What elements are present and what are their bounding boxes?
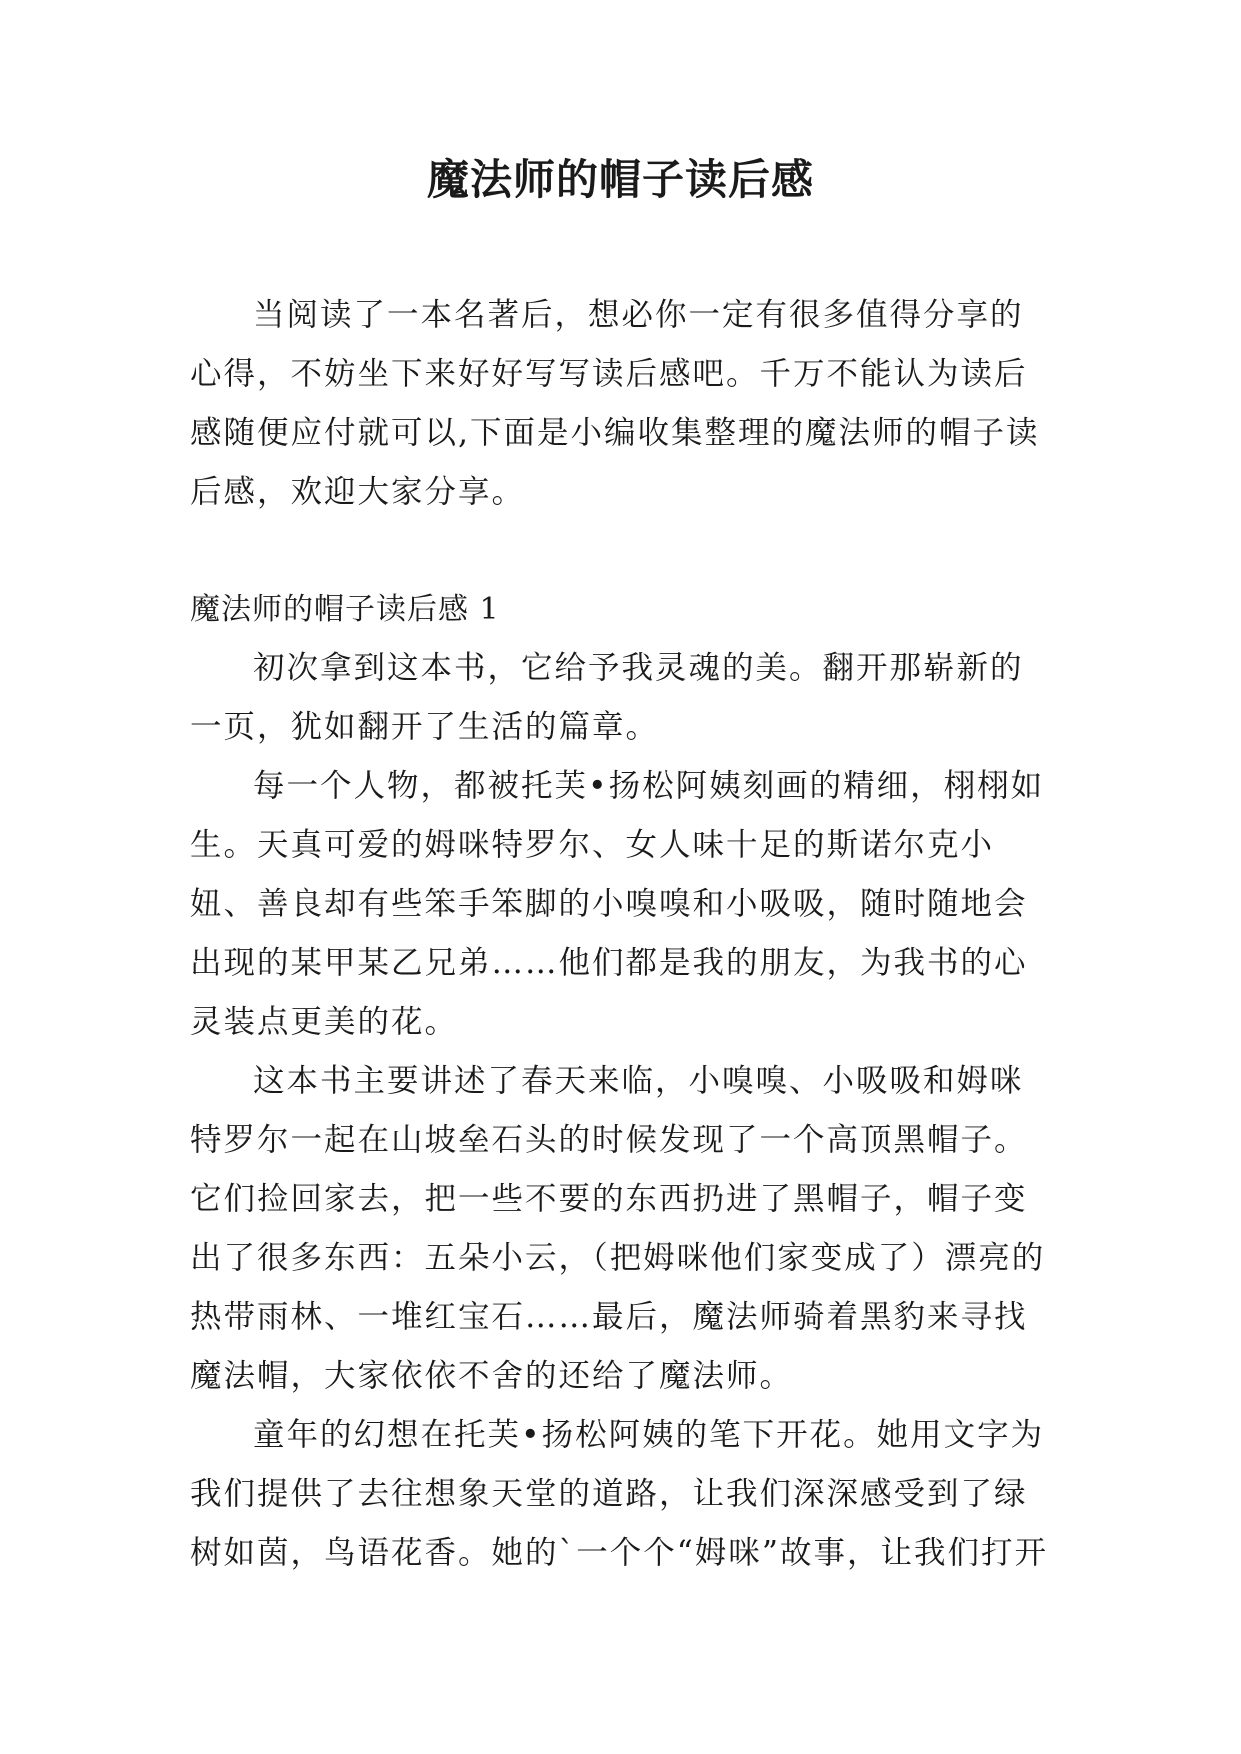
essay-section-1 [190, 580, 1052, 1583]
document-title: 魔法师的帽子读后感 [426, 155, 814, 204]
body-paragraph: 初次拿到这本书，它给予我灵魂的美。翻开那崭新的一页，犹如翻开了生活的篇章。 [190, 650, 1024, 745]
intro-section [190, 286, 1052, 522]
body-paragraph: 童年的幻想在托芙•扬松阿姨的笔下开花。她用文字为我们提供了去往想象天堂的道路，让我们深深感受到了绿树如茵，鸟语花香。她的`一个个“姆咪”故事，让我们打开 [190, 1417, 1048, 1571]
body-paragraph: 这本书主要讲述了春天来临，小嗅嗅、小吸吸和姆咪特罗尔一起在山坡垒石头的时候发现了一个高顶黑帽子。它们捡回家去，把一些不要的东西扔进了黑帽子，帽子变出了很多东西：五朵小云，（把姆咪他们家变成了）漂亮的热带雨林、一堆红宝石……最后，魔法师骑着黑豹来寻找魔法帽，大家依依不舍的还给了魔法师。 [190, 1063, 1046, 1394]
body-paragraph: 每一个人物，都被托芙•扬松阿姨刻画的精细，栩栩如生。天真可爱的姆咪特罗尔、女人味十足的斯诺尔克小妞、善良却有些笨手笨脚的小嗅嗅和小吸吸，随时随地会出现的某甲某乙兄弟……他们都是我的朋友，为我书的心灵装点更美的花。 [190, 768, 1045, 1040]
intro-paragraph: 当阅读了一本名著后，想必你一定有很多值得分享的心得，不妨坐下来好好写写读后感吧。千万不能认为读后感随便应付就可以,下面是小编收集整理的魔法师的帽子读后感，欢迎大家分享。 [190, 297, 1040, 510]
section-heading: 魔法师的帽子读后感 1 [190, 592, 500, 627]
